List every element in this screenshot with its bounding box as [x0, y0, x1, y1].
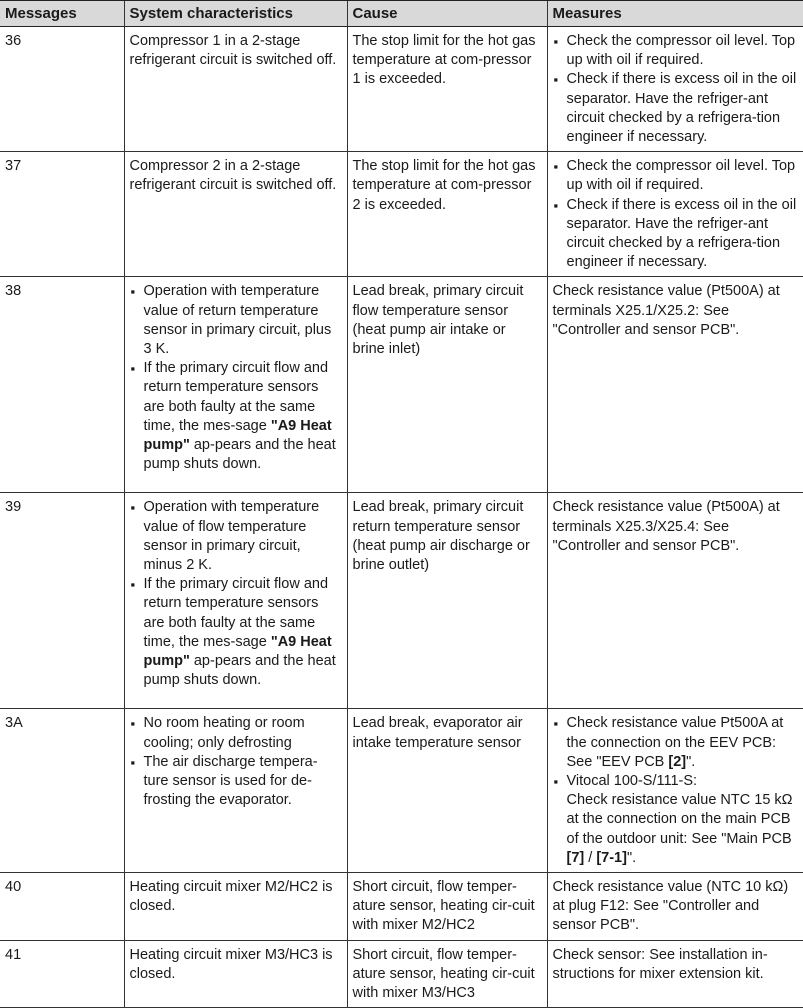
measures: Check resistance value (NTC 10 kΩ) at plug F12: See "Controller and sensor PCB".	[547, 873, 803, 941]
system-item: ▪ Operation with temperature value of return temperature sensor in primary circuit, plus 3 K.	[130, 282, 342, 359]
measure-text: ".	[686, 753, 696, 770]
system-characteristics	[124, 709, 347, 873]
message-code: 38	[0, 277, 124, 493]
measure-item: ▪ Check the compressor oil level. Top up with oil if required.	[553, 32, 799, 70]
pcb-ref: [7-1]	[596, 849, 627, 866]
measures	[547, 709, 803, 873]
measure-text: ".	[626, 849, 637, 866]
header-measures: Measures	[547, 1, 803, 27]
table-row	[0, 493, 803, 709]
message-code: 40	[0, 873, 124, 941]
measure-item: ▪ Check the compressor oil level. Top up with oil if required.	[553, 157, 799, 195]
message-code: 3A	[0, 709, 124, 873]
system-item-text: ap-pears and the heat pump shuts down.	[143, 653, 336, 689]
message-code: 39	[0, 493, 124, 709]
pcb-ref: [2]	[668, 753, 687, 770]
cause: Short circuit, flow temper-ature sensor, heating cir-cuit with mixer M2/HC2	[347, 873, 547, 941]
cause: Lead break, primary circuit return temperature sensor (heat pump air discharge or brine outlet)	[347, 493, 547, 709]
table-row	[0, 152, 803, 277]
system-characteristics: Heating circuit mixer M3/HC3 is closed.	[124, 940, 347, 1008]
message-name: "A9 Heat pump"	[143, 417, 332, 454]
table-row	[0, 873, 803, 941]
table-row	[0, 940, 803, 1008]
system-item: ▪ The air discharge tempera-ture sensor is used for de-frosting the evaporator.	[130, 753, 342, 811]
system-item	[130, 575, 342, 690]
measure-text: /	[584, 849, 597, 866]
system-item: ▪ No room heating or room cooling; only defrosting	[130, 714, 342, 752]
measure-item: ▪ Check if there is excess oil in the oil separator. Have the refriger-ant circuit checked by a refrigera-tion engineer if necessary.	[553, 196, 799, 273]
message-name: "A9 Heat pump"	[143, 633, 332, 670]
header-system-characteristics: System characteristics	[124, 1, 347, 27]
message-code: 37	[0, 152, 124, 277]
measures: Check resistance value (Pt500A) at terminals X25.3/X25.4: See "Controller and sensor PCB".	[547, 493, 803, 709]
system-characteristics: Heating circuit mixer M2/HC2 is closed.	[124, 873, 347, 941]
system-characteristics	[124, 277, 347, 493]
system-characteristics: Compressor 1 in a 2-stage refrigerant circuit is switched off.	[124, 27, 347, 152]
header-messages: Messages	[0, 1, 124, 27]
measures: Check resistance value (Pt500A) at terminals X25.1/X25.2: See "Controller and sensor PCB".	[547, 277, 803, 493]
message-code: 41	[0, 940, 124, 1008]
system-item-text: If the primary circuit flow and return temperature sensors are both faulty at the same time, the mes-sage	[143, 576, 329, 650]
measures	[547, 27, 803, 152]
cause: Lead break, evaporator air intake temperature sensor	[347, 709, 547, 873]
header-cause: Cause	[347, 1, 547, 27]
table-row	[0, 27, 803, 152]
measure-model: ▪ Vitocal 100-S/111-S:	[566, 773, 698, 790]
system-item-text: If the primary circuit flow and return temperature sensors are both faulty at the same time, the mes-sage	[143, 360, 329, 434]
cause: Short circuit, flow temper-ature sensor, heating cir-cuit with mixer M3/HC3	[347, 940, 547, 1008]
cause: The stop limit for the hot gas temperature at com-pressor 2 is exceeded.	[347, 152, 547, 277]
system-item-text: ap-pears and the heat pump shuts down.	[143, 437, 336, 473]
measure-text: Check resistance value NTC 15 kΩ at the connection on the main PCB of the outdoor unit: See "Main PCB	[566, 792, 793, 847]
system-characteristics	[124, 493, 347, 709]
system-characteristics: Compressor 2 in a 2-stage refrigerant circuit is switched off.	[124, 152, 347, 277]
table-row	[0, 277, 803, 493]
system-item: ▪ Operation with temperature value of flow temperature sensor in primary circuit, minus 2 K.	[130, 498, 342, 575]
cause: Lead break, primary circuit flow temperature sensor (heat pump air intake or brine inlet)	[347, 277, 547, 493]
table-row	[0, 709, 803, 873]
measure-item: ▪ Check if there is excess oil in the oil separator. Have the refriger-ant circuit checked by a refrigera-tion engineer if necessary.	[553, 70, 799, 147]
header-row	[0, 1, 803, 27]
measure-item	[553, 772, 799, 868]
cause: The stop limit for the hot gas temperature at com-pressor 1 is exceeded.	[347, 27, 547, 152]
pcb-ref: [7]	[566, 849, 585, 866]
system-item	[130, 359, 342, 474]
measure-text: Check resistance value Pt500A at the connection on the EEV PCB: See "EEV PCB	[566, 715, 784, 770]
message-code: 36	[0, 27, 124, 152]
measures	[547, 152, 803, 277]
measures: Check sensor: See installation in-structions for mixer extension kit.	[547, 940, 803, 1008]
measure-item	[553, 714, 799, 772]
